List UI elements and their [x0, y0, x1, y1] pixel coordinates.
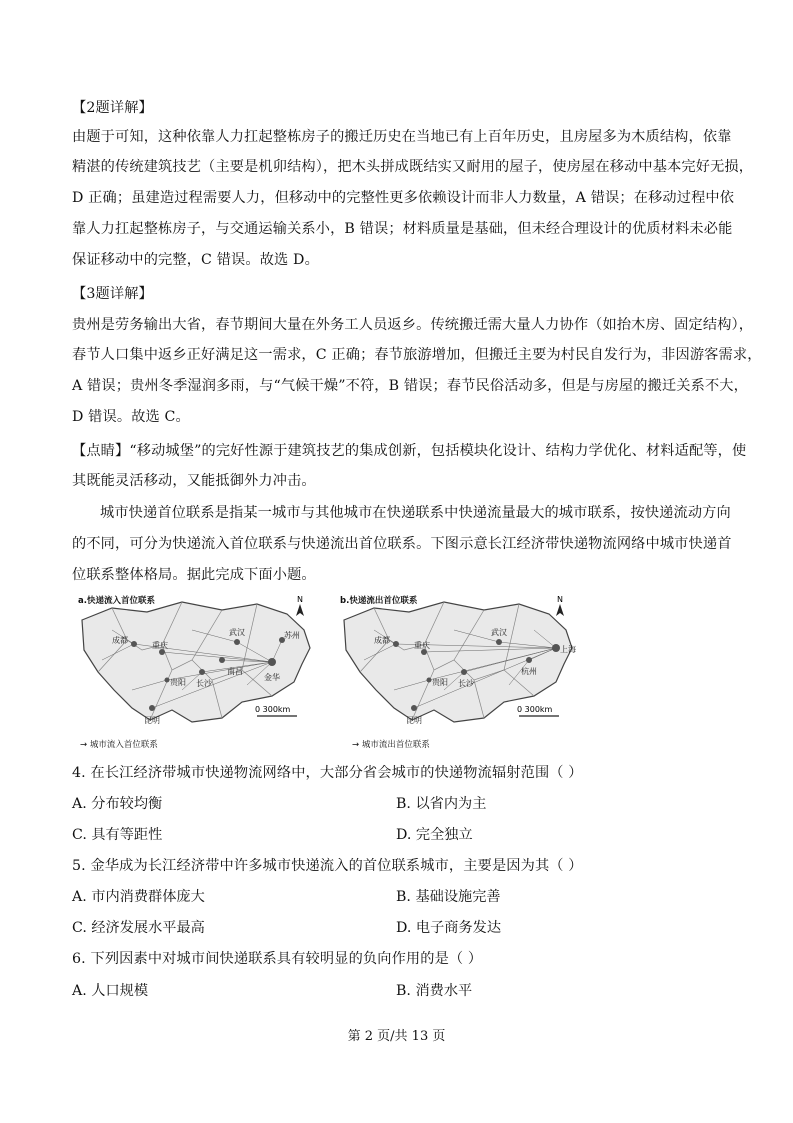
- scale-label: 0 300km: [255, 705, 291, 714]
- map-b-graphic: [334, 590, 584, 740]
- section2-line: 精湛的传统建筑技艺（主要是机卯结构），把木头拼成既结实又耐用的屋子，使房屋在移动中基本完好无损，: [72, 159, 754, 175]
- legend-label: 城市流出首位联系: [361, 740, 430, 750]
- city-label: 杭州: [521, 667, 537, 676]
- comment-line: 其既能灵活移动，又能抵御外力冲击。: [72, 473, 316, 489]
- section2-line: 靠人力扛起整栋房子，与交通运输关系小，B 错误；材料质量是基础，但未经合理设计的优质材料未必能: [72, 221, 733, 237]
- city-label: 上海: [560, 645, 576, 654]
- city-label: 重庆: [152, 641, 168, 650]
- arrow-icon: →: [80, 740, 90, 750]
- city-label: 苏州: [284, 631, 300, 640]
- option-d[interactable]: D. 完全独立: [396, 827, 473, 843]
- option-c[interactable]: C. 具有等距性: [72, 827, 163, 843]
- city-label: 昆明: [144, 716, 160, 725]
- arrow-icon: →: [352, 740, 362, 750]
- map-a-graphic: [72, 590, 322, 740]
- scale-label: 0 300km: [517, 705, 553, 714]
- map-figure: [72, 590, 722, 750]
- section2-line: D 正确；虽建造过程需要人力，但移动中的完整性更多依赖设计而非人力数量，A 错误；在移动过程中依: [72, 190, 735, 206]
- intro-line: 城市快递首位联系是指某一城市与其他城市在快递联系中快递流量最大的城市联系，按快递流动方向: [100, 505, 731, 521]
- question-stem: 6. 下列因素中对城市间快递联系具有较明显的负向作用的是（ ）: [72, 951, 483, 967]
- city-label: 昆明: [406, 716, 422, 725]
- section3-header: 【3题详解】: [72, 286, 153, 302]
- city-label: 金华: [264, 673, 280, 682]
- city-label: 贵阳: [170, 678, 186, 687]
- city-label: 重庆: [414, 641, 430, 650]
- legend-label: 城市流入首位联系: [89, 740, 158, 750]
- option-a[interactable]: A. 市内消费群体庞大: [72, 889, 205, 905]
- section3-line: A 错误；贵州冬季湿润多雨，与“气候干燥”不符，B 错误；春节民俗活动多，但是与房屋的搬迁关系不大，: [72, 378, 748, 394]
- city-label: 南昌: [227, 667, 243, 676]
- city-label: 贵阳: [432, 678, 448, 687]
- question-stem: 5. 金华成为长江经济带中许多城市快递流入的首位联系城市，主要是因为其（ ）: [72, 858, 583, 874]
- map-a: [72, 590, 322, 740]
- option-b[interactable]: B. 基础设施完善: [396, 889, 501, 905]
- map-a-legend: [80, 738, 158, 750]
- section2-header: 【2题详解】: [72, 100, 153, 116]
- option-d[interactable]: D. 电子商务发达: [396, 920, 502, 936]
- region-outline: [344, 602, 572, 722]
- option-b[interactable]: B. 以省内为主: [396, 796, 487, 812]
- city-label: 长沙: [196, 679, 212, 688]
- option-c[interactable]: C. 经济发展水平最高: [72, 920, 205, 936]
- city-label: 成都: [374, 636, 390, 645]
- city-label: 长沙: [458, 679, 474, 688]
- north-label: N: [297, 595, 303, 604]
- comment-line: 【点睛】“移动城堡”的完好性源于建筑技艺的集成创新，包括模块化设计、结构力学优化、材料适配等，使: [72, 443, 747, 459]
- question-stem: 4. 在长江经济带城市快递物流网络中，大部分省会城市的快递物流辐射范围（ ）: [72, 765, 583, 781]
- section2-line: 由题于可知，这种依靠人力扛起整栋房子的搬迁历史在当地已有上百年历史，且房屋多为木质结构，依靠: [72, 129, 732, 145]
- city-label: 武汉: [229, 628, 245, 637]
- option-a[interactable]: A. 人口规模: [72, 983, 149, 999]
- map-b: [334, 590, 584, 740]
- north-arrow-icon: [556, 604, 564, 616]
- intro-line: 位联系整体格局。据此完成下面小题。: [72, 567, 316, 583]
- page-footer: 第 2 页/共 13 页: [347, 1029, 446, 1044]
- option-a[interactable]: A. 分布较均衡: [72, 796, 163, 812]
- map-b-title: b.快递流出首位联系: [340, 596, 418, 606]
- city-label: 成都: [112, 636, 128, 645]
- map-b-legend: [352, 738, 430, 750]
- section3-line: 春节人口集中返乡正好满足这一需求，C 正确；春节旅游增加，但搬迁主要为村民自发行为，非因游客需求，: [72, 347, 762, 363]
- option-b[interactable]: B. 消费水平: [396, 983, 473, 999]
- map-a-title: a.快递流入首位联系: [78, 596, 155, 606]
- section2-line: 保证移动中的完整，C 错误。故选 D。: [72, 252, 319, 268]
- north-label: N: [557, 595, 563, 604]
- intro-line: 的不同，可分为快递流入首位联系与快递流出首位联系。下图示意长江经济带快递物流网络中城市快递首: [72, 536, 732, 552]
- section3-line: D 错误。故选 C。: [72, 409, 190, 425]
- north-arrow-icon: [296, 604, 304, 616]
- section3-line: 贵州是劳务输出大省，春节期间大量在外务工人员返乡。传统搬迁需大量人力协作（如抬木房、固定结构），: [72, 317, 754, 333]
- city-label: 武汉: [491, 628, 507, 637]
